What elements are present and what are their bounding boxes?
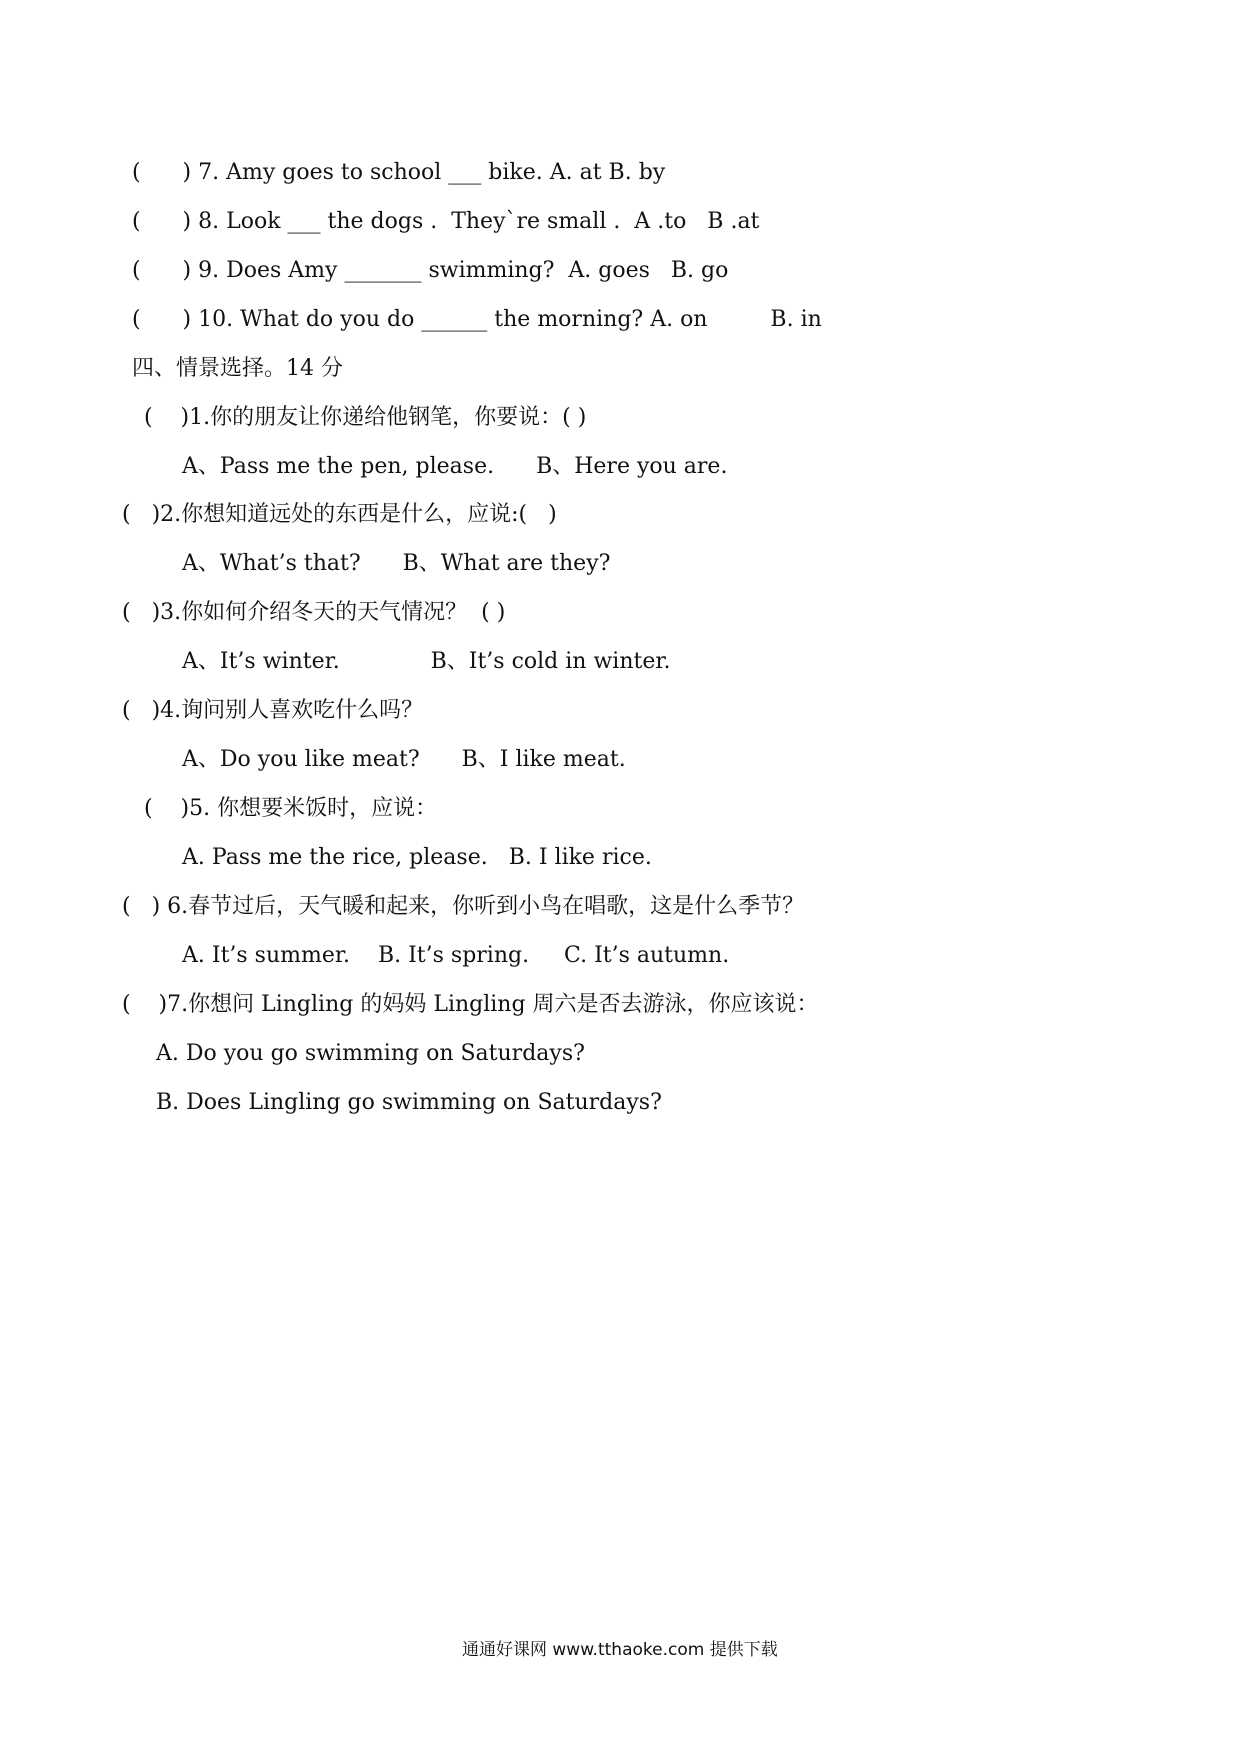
situation-1-options: A、Pass me the pen, please. B、Here you are. [182,454,728,479]
situation-3-options: A、It’s winter. B、It’s cold in winter. [182,649,671,674]
question-10-line: ( ) 10. What do you do ______ the morning? A. on B. in [132,307,822,332]
situation-7-option-b: B. Does Lingling go swimming on Saturdays? [156,1090,662,1115]
situation-5-options: A. Pass me the rice, please. B. I like rice. [182,845,652,870]
question-8-line: ( ) 8. Look ___ the dogs . They`re small . A .to B .at [132,209,760,234]
footer-download-note: 通通好课网 www.tthaoke.com 提供下载 [462,1640,778,1660]
situation-7-question: ( )7.你想问 Lingling 的妈妈 Lingling 周六是否去游泳，你应该说： [122,992,819,1017]
situation-4-question: ( )4.询问别人喜欢吃什么吗？ [122,698,424,723]
situation-6-options: A. It’s summer. B. It’s spring. C. It’s autumn. [182,943,730,968]
situation-7-option-a: A. Do you go swimming on Saturdays? [156,1041,585,1066]
situation-3-question: ( )3.你如何介绍冬天的天气情况？ ( ) [122,600,506,625]
section-4-heading: 四、情景选择。14 分 [132,356,343,381]
situation-1-question: ( )1.你的朋友让你递给他钢笔，你要说：( ) [144,405,587,430]
question-7-line: ( ) 7. Amy goes to school ___ bike. A. at B. by [132,160,666,185]
question-9-line: ( ) 9. Does Amy _______ swimming? A. goes B. go [132,258,729,283]
situation-2-question: ( )2.你想知道远处的东西是什么，应说:( ) [122,502,557,527]
situation-4-options: A、Do you like meat? B、I like meat. [182,747,626,772]
situation-2-options: A、What’s that? B、What are they? [182,551,611,576]
situation-6-question: ( ) 6.春节过后，天气暖和起来，你听到小鸟在唱歌，这是什么季节？ [122,894,805,919]
situation-5-question: ( )5. 你想要米饭时，应说： [144,796,438,821]
